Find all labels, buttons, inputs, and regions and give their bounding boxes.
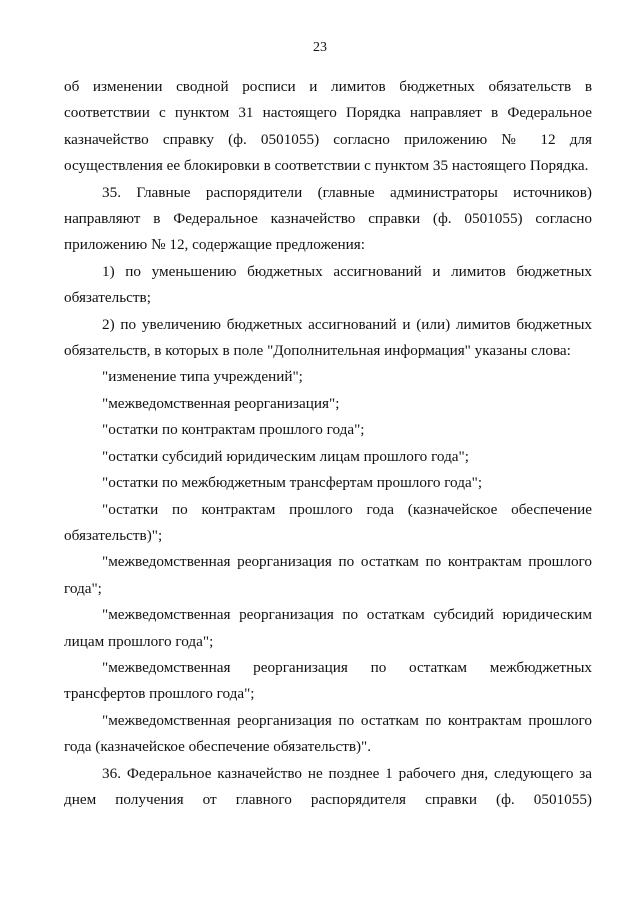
quoted-phrase: "остатки субсидий юридическим лицам прошлого года";	[102, 447, 469, 465]
quoted-phrase: "межведомственная реорганизация по остаткам по контрактам прошлого года (казначейское обеспечение обязательств)".	[64, 711, 592, 756]
quoted-phrase: "межведомственная реорганизация по остаткам межбюджетных трансфертов прошлого года";	[64, 658, 592, 703]
quoted-phrase: "остатки по контрактам прошлого года (казначейское обеспечение обязательств)";	[64, 500, 592, 544]
quoted-phrase: "остатки по контрактам прошлого года";	[102, 421, 365, 439]
paragraph-item-36: 36. Федеральное казначейство не позднее 1 рабочего дня, следующего за днем получения от главного распорядителя справки (ф. 0501055)	[64, 764, 592, 808]
quoted-phrase: "остатки по межбюджетным трансфертам прошлого года";	[102, 474, 483, 492]
quoted-phrase: "межведомственная реорганизация по остаткам по контрактам прошлого года";	[64, 553, 592, 597]
quoted-phrase: "изменение типа учреждений";	[102, 368, 303, 386]
document-body	[64, 74, 592, 813]
paragraph-item-35: 35. Главные распорядители (главные администраторы источников) направляют в Федеральное казначейство справки (ф. 0501055) согласно приложению № 12, содержащие предложения:	[64, 183, 592, 254]
page-number: 23	[313, 40, 327, 55]
paragraph-continuation: об изменении сводной росписи и лимитов бюджетных обязательств в соответствии с пунктом 31 настоящего Порядка направляет в Федеральное казначейство справку (ф. 0501055) согласно приложению № 12 для осуществления ее блокировки в соответствии с пунктом 35 настоящего Порядка.	[64, 78, 592, 175]
paragraph-subitem-2: 2) по увеличению бюджетных ассигнований и (или) лимитов бюджетных обязательств, в которых в поле "Дополнительная информация" указаны слова:	[64, 315, 592, 360]
paragraph-subitem-1: 1) по уменьшению бюджетных ассигнований и лимитов бюджетных обязательств;	[64, 262, 592, 307]
quoted-phrase: "межведомственная реорганизация";	[102, 394, 340, 412]
quoted-phrase: "межведомственная реорганизация по остаткам субсидий юридическим лицам прошлого года";	[64, 606, 592, 650]
